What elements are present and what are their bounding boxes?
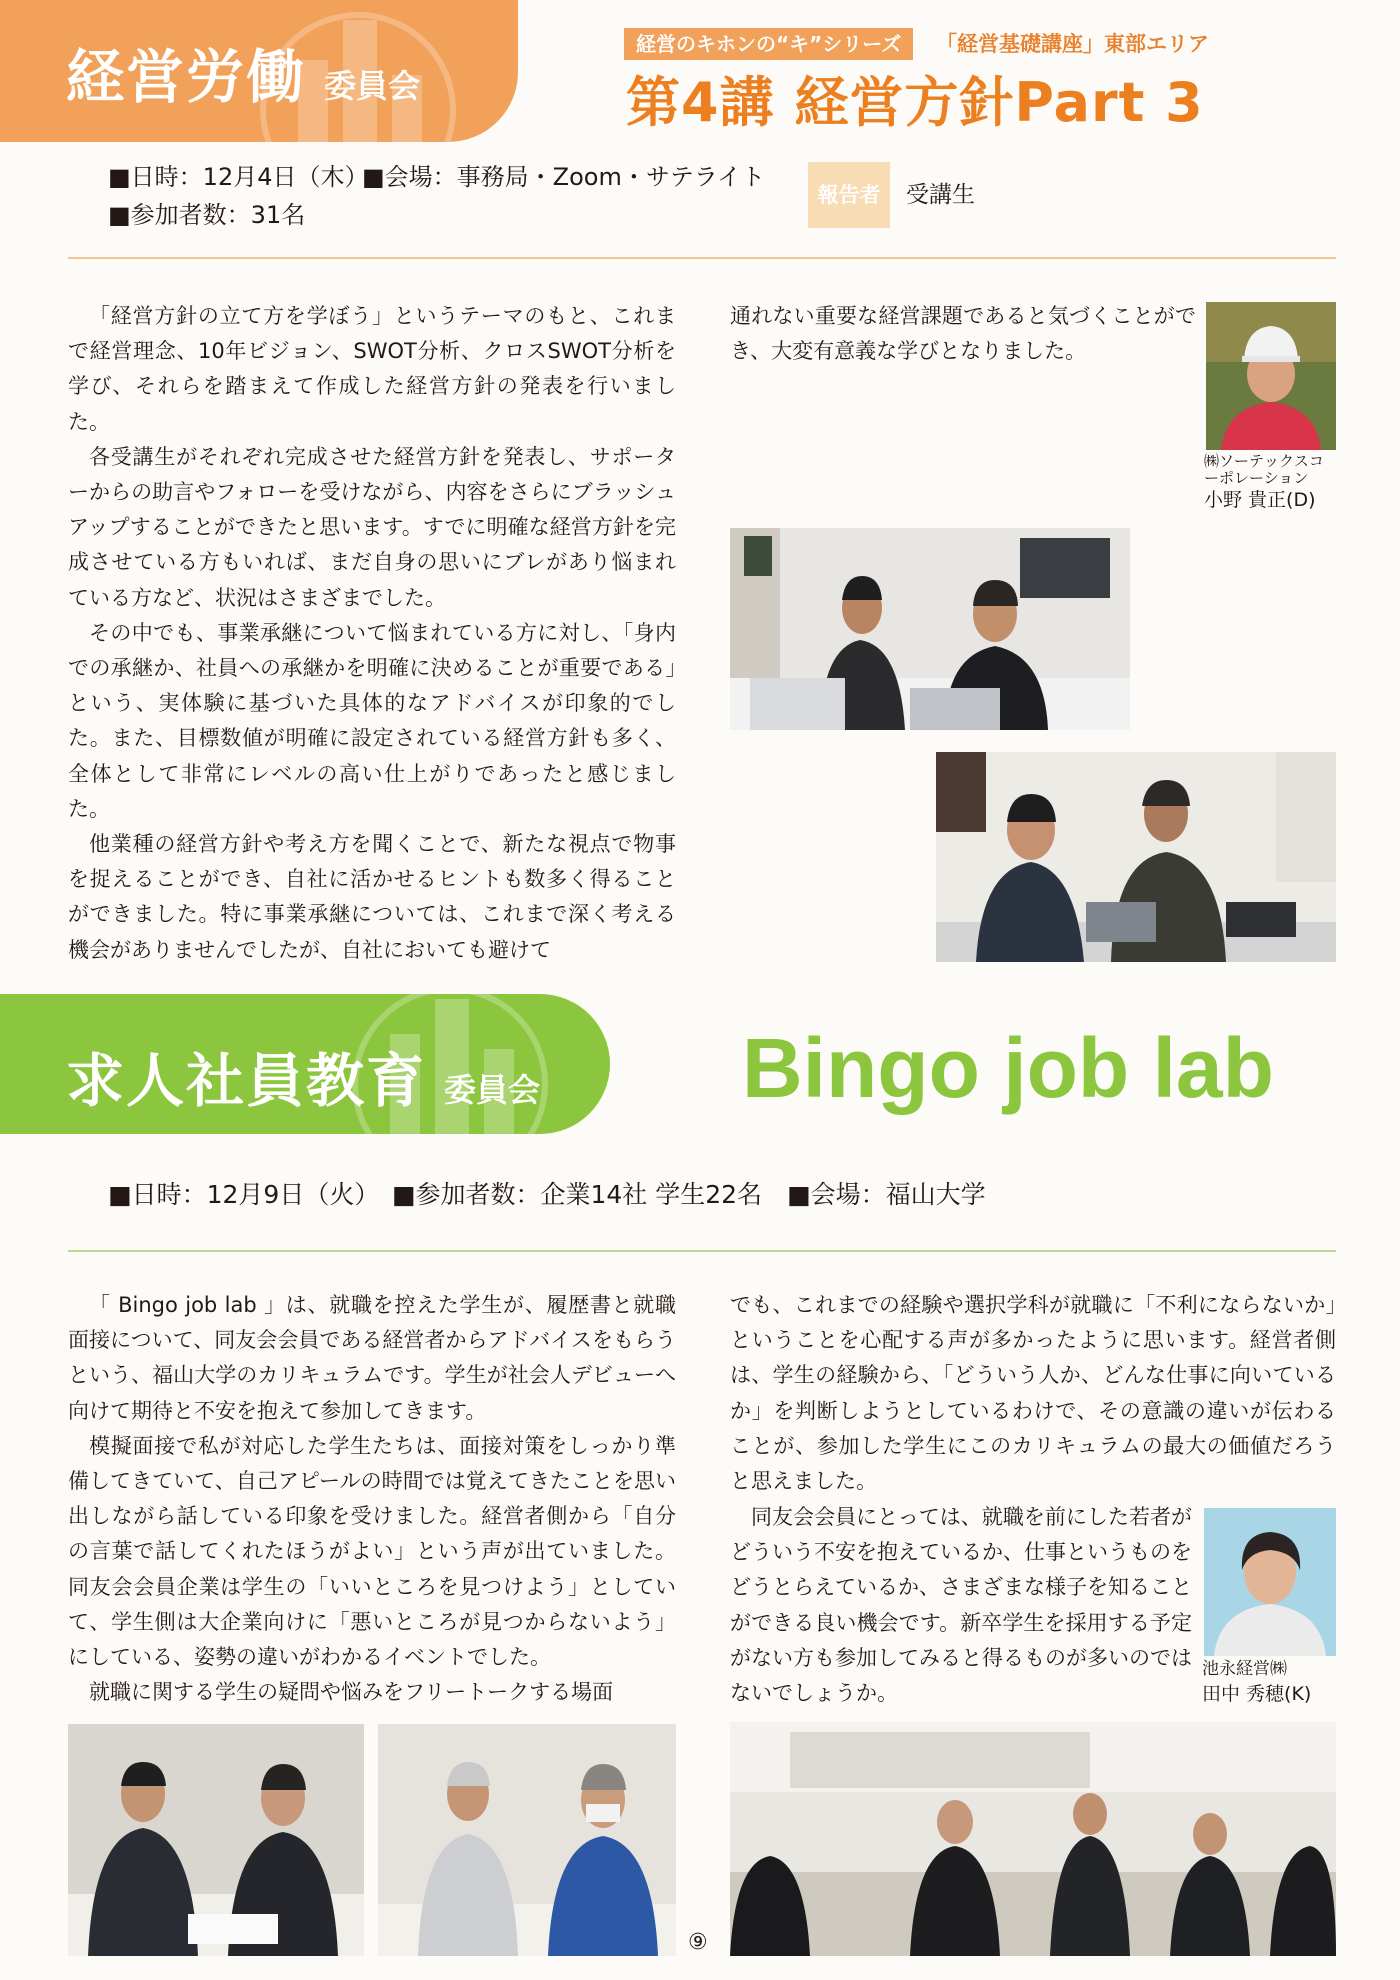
reporter-portrait xyxy=(1206,302,1336,450)
lecture-title: 第4講 経営方針Part 3 xyxy=(626,71,1204,134)
page-number: ⑨ xyxy=(688,1930,708,1955)
paragraph: 就職に関する学生の疑問や悩みをフリートークする場面 xyxy=(89,1680,614,1705)
divider xyxy=(68,1250,1336,1252)
committee-suffix: 委員会 xyxy=(444,1071,541,1109)
section1-body-left xyxy=(68,299,676,968)
paragraph: 各受講生がそれぞれ完成させた経営方針を発表し、サポーターからの助言やフォローを受けながら、内容をさらにブラッシュアップすることができたと思います。すでに明確な経営方針を完成させている方もいれば、まだ自身の思いにブレがあり悩まれている方など、状況はさまざまでした。 xyxy=(68,444,676,610)
meeting-attendees: ■参加者数：31名 xyxy=(108,201,306,229)
section1-body-right xyxy=(730,299,1196,369)
meeting-meta: ■日時：12月9日（火） ■参加者数：企業14社 学生22名 ■会場：福山大学 xyxy=(108,1180,986,1209)
committee-name: 経営労働 xyxy=(66,43,307,111)
committee-name: 求人社員教育 xyxy=(66,1047,427,1115)
committee-title xyxy=(66,1034,540,1118)
paragraph: 「 Bingo job lab 」は、就職を控えた学生が、履歴書と就職面接について、同友会会員である経営者からアドバイスをもらうという、福山大学のカリキュラムです。学生が社会人デビューへ向けて期待と不安を抱えて参加してきます。 xyxy=(68,1293,676,1423)
paragraph: 「経営方針の立て方を学ぼう」というテーマのもと、これまで経営理念、10年ビジョン、SWOT分析、クロスSWOT分析を学び、それらを踏まえて作成した経営方針の発表を行いました。 xyxy=(68,304,676,434)
paragraph: 模擬面接で私が対応した学生たちは、面接対策をしっかり準備してきていて、自己アピールの時間では覚えてきたことを思い出しながら話している印象を受けました。経営者側から「自分の言葉で話してくれたほうがよい」という声が出ていました。同友会会員企業は学生の「いいところを見つけよう」としていて、学生側は大企業向けに「悪いところが見つからないよう」にしている、姿勢の違いがわかるイベントでした。 xyxy=(68,1433,676,1670)
event-title: Bingo job lab xyxy=(742,1021,1274,1115)
paragraph: 他業種の経営方針や考え方を聞くことで、新たな視点で物事を捉えることができ、自社に活かせるヒントも数多く得ることができました。特に事業承継については、これまで深く考える機会がありませんでしたが、自社においても避けて xyxy=(68,832,676,962)
meeting-venue: ■会場：事務局・Zoom・サテライト xyxy=(362,163,766,191)
reporter-company: ㈱ソーテックスコーポレーション xyxy=(1204,452,1324,487)
committee-suffix: 委員会 xyxy=(324,67,421,105)
paragraph: 同友会会員にとっては、就職を前にした若者がどういう不安を抱えているか、仕事というものをどうとらえているか、さまざまな様子を知ることができる良い機会です。新卒学生を採用する予定がない方も参加してみると得るものが多いのではないでしょうか。 xyxy=(730,1505,1192,1706)
paragraph: でも、これまでの経験や選択学科が就職に「不利にならないか」ということを心配する声が多かったように思います。経営者側は、学生の経験から、「どういう人か、どんな仕事に向いているか」を判断しようとしているわけで、その意識の違いが伝わることが、参加した学生にこのカリキュラムの最大の価値だろうと思えました。 xyxy=(730,1293,1336,1494)
reporter-name: 田中 秀穂(K) xyxy=(1202,1683,1312,1705)
meeting-photo xyxy=(936,752,1336,962)
paragraph: 通れない重要な経営課題であると気づくことができ、大変有意義な学びとなりました。 xyxy=(730,304,1196,364)
divider xyxy=(68,257,1336,259)
section1-banner xyxy=(0,0,518,142)
event-photo xyxy=(730,1722,1336,1956)
reporter-role: 受講生 xyxy=(906,182,975,208)
section2-body-right xyxy=(730,1288,1336,1499)
section2-body-right-lower xyxy=(730,1500,1192,1711)
reporter-company: 池永経営㈱ xyxy=(1202,1659,1287,1679)
meeting-photo xyxy=(730,528,1130,730)
paragraph: その中でも、事業承継について悩まれている方に対し、「身内での承継か、社員への承継かを明確に決めることが重要である」という、実体験に基づいた具体的なアドバイスが印象的でした。また、目標数値が明確に設定されている経営方針も多く、全体として非常にレベルの高い仕上がりであったと感じました。 xyxy=(68,620,676,821)
reporter-portrait xyxy=(1204,1508,1336,1656)
section2-body-left xyxy=(68,1288,676,1710)
area-label: 「経営基礎講座」東部エリア xyxy=(936,32,1209,56)
event-photo xyxy=(68,1724,364,1956)
reporter-badge: 報告者 xyxy=(808,162,890,228)
series-label: 経営のキホンの“キ”シリーズ xyxy=(624,28,913,60)
section2-banner xyxy=(0,994,610,1134)
committee-title xyxy=(66,30,420,114)
event-photo xyxy=(378,1724,676,1956)
reporter-name: 小野 貴正(D) xyxy=(1204,489,1316,511)
meeting-date: ■日時：12月4日（木） xyxy=(108,163,369,191)
